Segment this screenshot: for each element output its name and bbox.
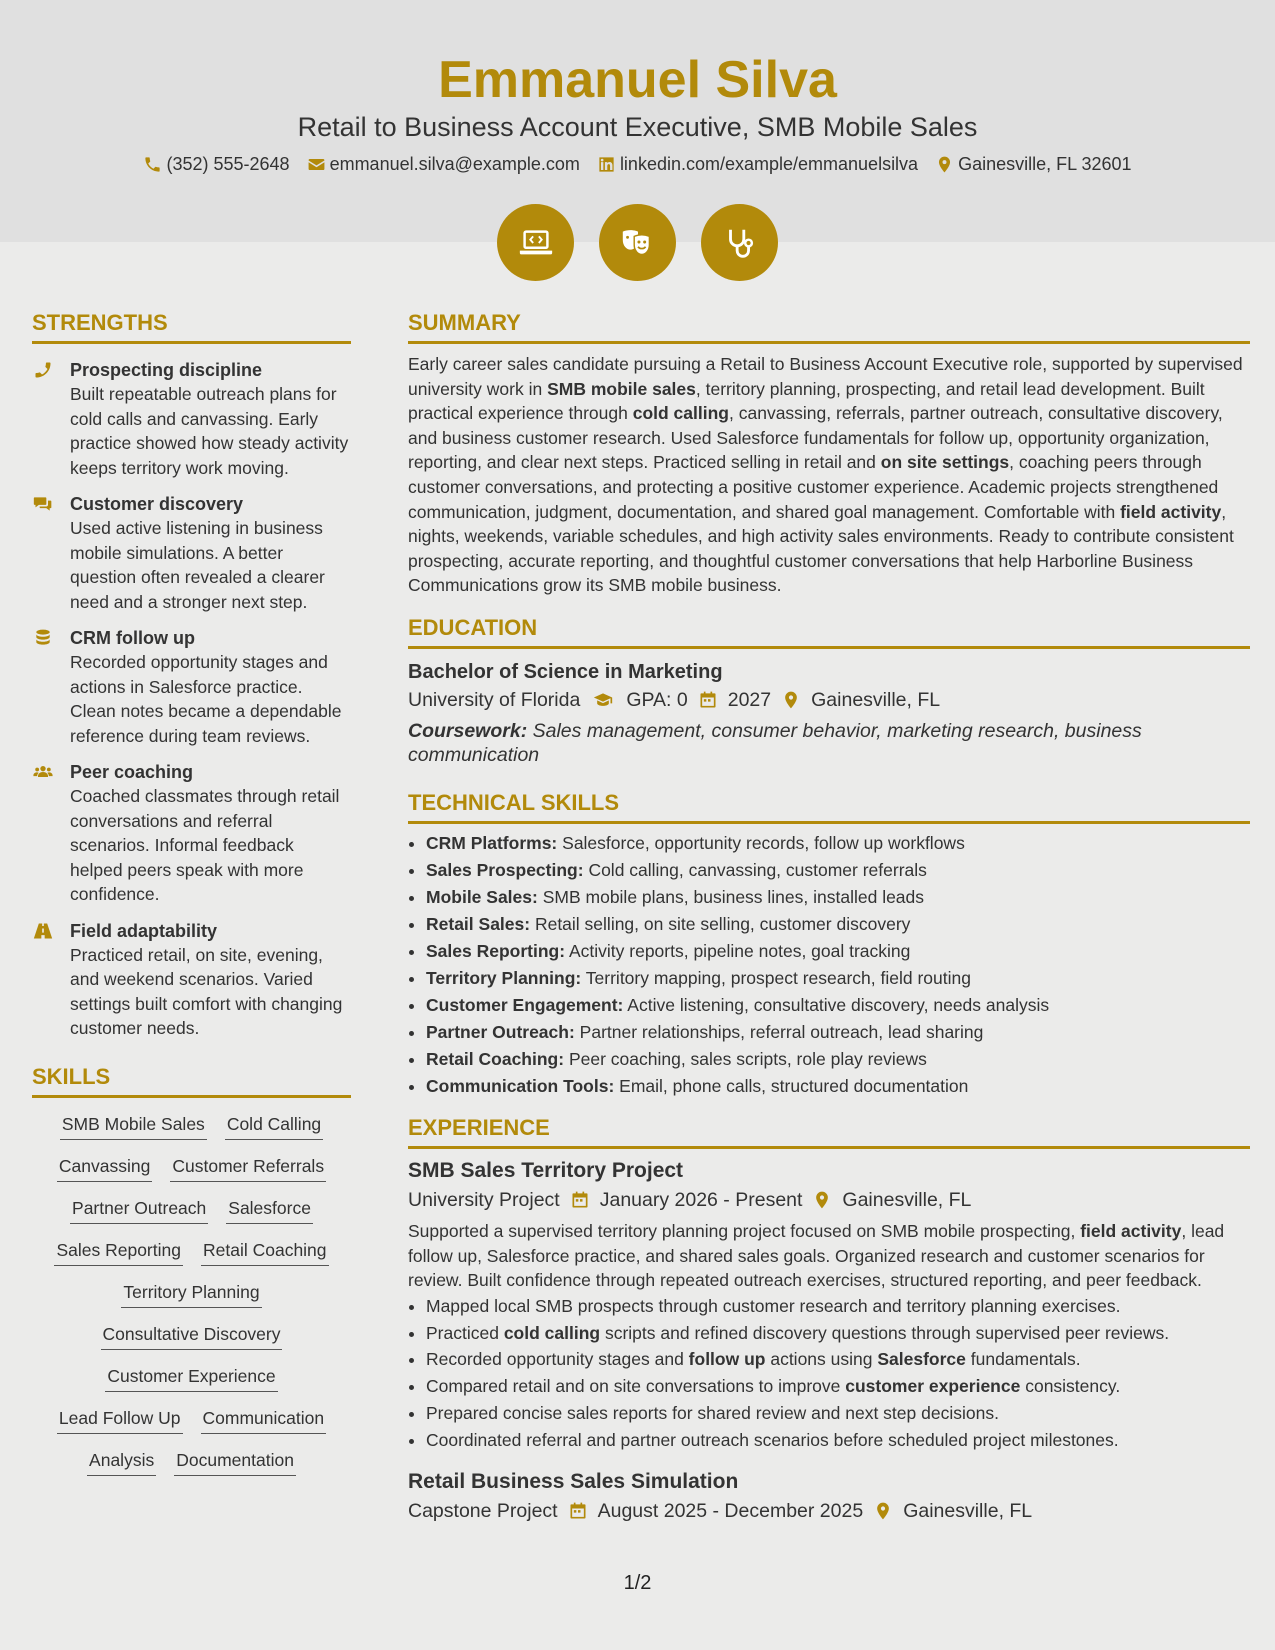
stethoscope-icon — [721, 224, 759, 262]
technical-skill-label: Sales Reporting: — [426, 940, 566, 961]
strength-title: Customer discovery — [70, 494, 244, 514]
experience-summary — [408, 1219, 1250, 1293]
headline: Retail to Business Account Executive, SMB Mobile Sales — [297, 112, 978, 142]
contact-location — [935, 152, 1131, 176]
technical-skill-item — [426, 992, 1250, 1019]
text-segment: Recorded opportunity stages and — [426, 1349, 689, 1370]
experience-meta — [408, 1185, 1250, 1215]
strength-item — [32, 760, 351, 907]
skills-tag-list — [32, 1112, 351, 1476]
technical-skill-value: Territory mapping, prospect research, field routing — [585, 967, 971, 988]
map-pin-icon — [781, 690, 801, 710]
technical-skill-label: Territory Planning: — [426, 967, 582, 988]
laptop-code-icon — [517, 224, 555, 262]
contact-location-text: Gainesville, FL 32601 — [958, 154, 1132, 174]
graduation-cap-icon — [590, 690, 616, 710]
contact-row — [0, 152, 1275, 176]
technical-skill-item — [426, 965, 1250, 992]
icon-badges — [0, 204, 1275, 281]
experience-bullet — [426, 1293, 1250, 1320]
text-segment: Prepared concise sales reports for shared review and next step decisions. — [426, 1402, 999, 1423]
strength-desc: Coached classmates through retail conversations and referral scenarios. Informal feedback helped peers speak with more confidence. — [70, 786, 340, 904]
text-segment: , lead follow up, Salesforce practice, and shared sales goals. Organized research and customer scenarios for review. Built confidence through repeated outreach exercises, structured reporting, and peer feedback. — [408, 1220, 1225, 1291]
road-icon — [32, 921, 54, 941]
calendar-icon — [698, 690, 718, 710]
technical-skill-value: Salesforce, opportunity records, follow up workflows — [562, 832, 965, 853]
skill-tag: Partner Outreach — [70, 1196, 208, 1224]
skill-tag: Documentation — [174, 1448, 296, 1476]
strength-title: Prospecting discipline — [70, 360, 263, 380]
technical-skill-item — [426, 830, 1250, 857]
text-segment: scripts and refined discovery questions through supervised peer reviews. — [600, 1322, 1170, 1343]
badge-masks — [599, 204, 676, 281]
experience-meta — [408, 1496, 1250, 1526]
degree-title: Bachelor of Science in Marketing — [408, 660, 723, 683]
skill-tag: Cold Calling — [225, 1112, 323, 1140]
skill-tag: Communication — [201, 1406, 327, 1434]
strength-item — [32, 358, 351, 480]
text-segment: Coordinated referral and partner outreach scenarios before scheduled project milestones. — [426, 1429, 1119, 1450]
contact-linkedin-text: linkedin.com/example/emmanuelsilva — [619, 154, 919, 174]
experience-bullet — [426, 1320, 1250, 1347]
experience-title: Retail Business Sales Simulation — [408, 1469, 739, 1493]
badge-stethoscope — [701, 204, 778, 281]
bold-keyword: field activity — [1120, 501, 1222, 522]
skill-tag: Consultative Discovery — [101, 1322, 283, 1350]
bold-keyword: customer experience — [845, 1376, 1021, 1397]
technical-skill-value: Cold calling, canvassing, customer referrals — [588, 859, 927, 880]
education-heading: EDUCATION — [408, 614, 1250, 649]
skill-tag: Canvassing — [57, 1154, 152, 1182]
phone-icon — [32, 360, 54, 380]
contact-phone-text: (352) 555-2648 — [166, 154, 290, 174]
page-number: 1/2 — [623, 1572, 652, 1594]
experience-dates: August 2025 - December 2025 — [597, 1499, 864, 1522]
graduation-year: 2027 — [727, 688, 772, 711]
strength-item — [32, 919, 351, 1041]
skill-tag: SMB Mobile Sales — [60, 1112, 207, 1140]
technical-skill-value: Email, phone calls, structured documentation — [619, 1075, 969, 1096]
theater-masks-icon — [619, 224, 657, 262]
bold-keyword: follow up — [688, 1349, 766, 1370]
text-segment: actions using — [765, 1349, 878, 1370]
strengths-heading: STRENGTHS — [32, 309, 351, 344]
technical-skill-label: Partner Outreach: — [426, 1021, 575, 1042]
text-segment: Compared retail and on site conversations to improve — [426, 1376, 846, 1397]
technical-skill-value: Activity reports, pipeline notes, goal tracking — [568, 940, 911, 961]
technical-skill-label: Retail Coaching: — [426, 1048, 565, 1069]
contact-email[interactable] — [307, 152, 580, 176]
text-segment: , nights, weekends, variable schedules, and high activity sales environments. Ready to contribute consistent prospecting, accurate reporting, and thoughtful customer conversations that help Harborline Business Communications grow its SMB mobile business. — [408, 501, 1234, 596]
technical-skill-item — [426, 911, 1250, 938]
bold-keyword: cold calling — [503, 1322, 601, 1343]
coursework — [408, 719, 1250, 767]
text-segment: Early career sales candidate pursuing a Retail to Business Account Executive role, supported by supervised university work in — [408, 354, 1243, 399]
summary-heading: SUMMARY — [408, 309, 1250, 344]
technical-skill-label: Communication Tools: — [426, 1075, 615, 1096]
technical-skill-value: Peer coaching, sales scripts, role play reviews — [568, 1048, 927, 1069]
technical-skill-item — [426, 884, 1250, 911]
text-segment: , canvassing, referrals, partner outreach, consultative discovery, and business customer research. Used Salesforce fundamentals for follow up, opportunity organization, reporting, and clear next steps. Practiced selling in retail and — [408, 403, 1223, 473]
skill-tag: Salesforce — [226, 1196, 313, 1224]
users-icon — [32, 762, 54, 782]
coursework-text: Sales management, consumer behavior, marketing research, business communication — [408, 719, 1142, 766]
technical-skills-list — [408, 830, 1250, 1100]
strength-title: Peer coaching — [70, 762, 194, 782]
text-segment: Mapped local SMB prospects through customer research and territory planning exercises. — [426, 1295, 1121, 1316]
skill-tag: Lead Follow Up — [57, 1406, 183, 1434]
strength-item — [32, 626, 351, 748]
summary-text — [408, 352, 1250, 598]
coursework-label: Coursework: — [408, 719, 528, 742]
technical-skill-label: Customer Engagement: — [426, 994, 624, 1015]
education-meta — [408, 685, 1250, 715]
candidate-name: Emmanuel Silva — [438, 51, 837, 109]
technical-skill-value: Retail selling, on site selling, customer discovery — [534, 913, 911, 934]
contact-linkedin[interactable] — [597, 152, 918, 176]
badge-laptop — [497, 204, 574, 281]
skill-tag: Territory Planning — [121, 1280, 261, 1308]
text-segment: Practiced — [426, 1322, 504, 1343]
envelope-icon — [307, 155, 326, 174]
technical-skill-item — [426, 857, 1250, 884]
technical-skill-item — [426, 1019, 1250, 1046]
map-pin-icon — [935, 155, 954, 174]
text-segment: , territory planning, prospecting, and retail lead development. Built practical experience through — [408, 378, 1205, 424]
bold-keyword: field activity — [1080, 1220, 1182, 1241]
experience-bullet — [426, 1346, 1250, 1373]
bold-keyword: Salesforce — [877, 1349, 966, 1370]
technical-skills-heading: TECHNICAL SKILLS — [408, 789, 1250, 824]
experience-entry — [408, 1157, 1250, 1454]
technical-skill-label: CRM Platforms: — [426, 832, 558, 853]
bold-keyword: SMB mobile sales — [547, 378, 696, 399]
technical-skill-item — [426, 1046, 1250, 1073]
strength-title: Field adaptability — [70, 920, 218, 941]
technical-skill-value: SMB mobile plans, business lines, installed leads — [542, 886, 925, 907]
linkedin-icon — [597, 155, 616, 174]
text-segment: Supported a supervised territory planning project focused on SMB mobile prospecting, — [408, 1220, 1081, 1241]
skill-tag: Customer Referrals — [170, 1154, 326, 1182]
experience-location: Gainesville, FL — [903, 1499, 1033, 1522]
strength-title: CRM follow up — [70, 628, 195, 648]
skill-tag: Customer Experience — [105, 1364, 277, 1392]
experience-entry — [408, 1468, 1250, 1526]
right-column — [408, 309, 1250, 1526]
technical-skill-item — [426, 938, 1250, 965]
gpa: GPA: 0 — [626, 688, 688, 711]
comments-icon — [32, 494, 54, 514]
experience-org: Capstone Project — [408, 1499, 558, 1522]
technical-skill-label: Sales Prospecting: — [426, 859, 584, 880]
strength-desc: Recorded opportunity stages and actions in Salesforce practice. Clean notes became a dependable reference during team reviews. — [70, 652, 342, 746]
strength-item — [32, 492, 351, 614]
technical-skill-value: Active listening, consultative discovery, needs analysis — [627, 994, 1050, 1015]
skill-tag: Sales Reporting — [54, 1238, 183, 1266]
experience-org: University Project — [408, 1188, 560, 1211]
technical-skill-label: Retail Sales: — [426, 913, 531, 934]
experience-bullets — [408, 1293, 1250, 1454]
strength-desc: Practiced retail, on site, evening, and weekend scenarios. Varied settings built comfort with changing customer needs. — [70, 944, 343, 1038]
experience-heading: EXPERIENCE — [408, 1114, 1250, 1149]
strength-desc: Built repeatable outreach plans for cold calls and canvassing. Early practice showed how steady activity keeps territory work moving. — [70, 384, 349, 478]
technical-skill-value: Partner relationships, referral outreach, lead sharing — [579, 1021, 984, 1042]
text-segment: , coaching peers through customer conversations, and protecting a positive customer experience. Academic projects strengthened communication, judgment, documentation, and shared goal management. Comfortable with — [408, 452, 1219, 522]
skills-heading: SKILLS — [32, 1063, 351, 1098]
experience-location: Gainesville, FL — [842, 1188, 972, 1211]
experience-title: SMB Sales Territory Project — [408, 1158, 684, 1182]
experience-bullet — [426, 1373, 1250, 1400]
text-segment: consistency. — [1020, 1376, 1121, 1397]
calendar-icon — [568, 1501, 588, 1521]
experience-list — [408, 1157, 1250, 1526]
school-location: Gainesville, FL — [811, 688, 941, 711]
map-pin-icon — [873, 1501, 893, 1521]
bold-keyword: cold calling — [632, 403, 729, 424]
left-column — [32, 309, 351, 1476]
skill-tag: Analysis — [87, 1448, 156, 1476]
phone-icon — [143, 155, 162, 174]
experience-dates: January 2026 - Present — [599, 1188, 803, 1211]
map-pin-icon — [812, 1190, 832, 1210]
technical-skill-item — [426, 1073, 1250, 1100]
experience-bullet — [426, 1427, 1250, 1454]
contact-email-text: emmanuel.silva@example.com — [329, 154, 580, 174]
contact-phone[interactable] — [143, 152, 289, 176]
skill-tag: Retail Coaching — [201, 1238, 329, 1266]
technical-skill-label: Mobile Sales: — [426, 886, 538, 907]
strength-desc: Used active listening in business mobile simulations. A better question often revealed a clearer need and a stronger next step. — [70, 518, 325, 612]
calendar-icon — [570, 1190, 590, 1210]
bold-keyword: on site settings — [880, 452, 1010, 473]
school-name: University of Florida — [408, 688, 581, 711]
experience-bullet — [426, 1400, 1250, 1427]
database-icon — [32, 628, 54, 648]
text-segment: fundamentals. — [965, 1349, 1081, 1370]
